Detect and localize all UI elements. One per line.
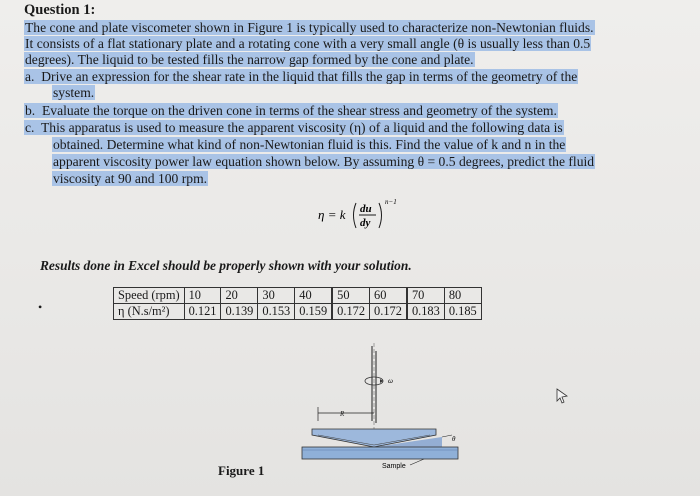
viscosity-cell: 0.153 bbox=[258, 304, 295, 320]
formula-exponent: n−1 bbox=[385, 198, 397, 206]
intro-line-3: degrees). The liquid to be tested fills the narrow gap formed by the cone and plate. bbox=[25, 52, 474, 67]
viscosity-cell: 0.121 bbox=[184, 304, 221, 320]
viscosity-cell: 0.185 bbox=[444, 304, 481, 320]
part-a-line-2: system. bbox=[53, 85, 95, 100]
table-row-viscosity bbox=[114, 304, 482, 320]
part-c-line-2: obtained. Determine what kind of non-Newtonian fluid is this. Find the value of k and n in the bbox=[53, 137, 566, 152]
speed-label: Speed (rpm) bbox=[114, 288, 185, 304]
viscosity-cell: 0.172 bbox=[370, 304, 407, 320]
speed-cell: 70 bbox=[407, 288, 444, 304]
viscosity-cell: 0.139 bbox=[221, 304, 258, 320]
intro-line-2: It consists of a flat stationary plate and a rotating cone with a very small angle (θ is usually less than 0.5 bbox=[25, 36, 591, 51]
bullet-dot: • bbox=[38, 300, 43, 314]
viscosity-cell: 0.159 bbox=[295, 304, 332, 320]
part-c-line-1: c. This apparatus is used to measure the apparent viscosity (η) of a liquid and the following data is bbox=[25, 120, 563, 135]
table-row-speed bbox=[114, 288, 482, 304]
part-c-line-4: viscosity at 90 and 100 rpm. bbox=[53, 171, 208, 186]
intro-line-1: The cone and plate viscometer shown in Figure 1 is typically used to characterize non-Newtonian fluids. bbox=[25, 20, 594, 35]
stationary-plate bbox=[302, 447, 458, 459]
speed-cell: 60 bbox=[370, 288, 407, 304]
sample-label: Sample bbox=[382, 463, 406, 470]
part-a-line-1: a. Drive an expression for the shear rate in the liquid that fills the gap in terms of the geometry of the bbox=[25, 69, 578, 84]
speed-cell: 20 bbox=[221, 288, 258, 304]
right-paren bbox=[379, 203, 382, 228]
power-law-formula bbox=[318, 195, 408, 235]
part-b-line-1: b. Evaluate the torque on the driven cone in terms of the shear stress and geometry of the system. bbox=[25, 103, 557, 118]
speed-cell: 40 bbox=[295, 288, 332, 304]
excel-note: Results done in Excel should be properly shown with your solution. bbox=[40, 258, 412, 273]
speed-cell: 80 bbox=[444, 288, 481, 304]
omega-label: ω bbox=[388, 377, 393, 385]
cone-plate-figure bbox=[300, 343, 500, 483]
theta-label: θ bbox=[452, 435, 456, 443]
formula-numerator: du bbox=[360, 203, 372, 215]
viscosity-label: η (N.s/m²) bbox=[114, 304, 185, 320]
formula-denominator: dy bbox=[360, 217, 371, 229]
viscosity-data-table bbox=[113, 287, 482, 320]
mouse-cursor-icon bbox=[555, 388, 569, 404]
question-title: Question 1: bbox=[24, 2, 96, 18]
speed-cell: 10 bbox=[184, 288, 221, 304]
speed-cell: 30 bbox=[258, 288, 295, 304]
figure-caption: Figure 1 bbox=[218, 463, 265, 478]
left-paren bbox=[354, 203, 357, 228]
formula-lhs: η = k bbox=[318, 207, 346, 222]
r-label: R bbox=[340, 410, 345, 418]
viscosity-cell: 0.183 bbox=[407, 304, 444, 320]
speed-cell: 50 bbox=[332, 288, 369, 304]
part-c-line-3: apparent viscosity power law equation shown below. By assuming θ = 0.5 degrees, predict the fluid bbox=[53, 154, 595, 169]
viscosity-cell: 0.172 bbox=[332, 304, 369, 320]
